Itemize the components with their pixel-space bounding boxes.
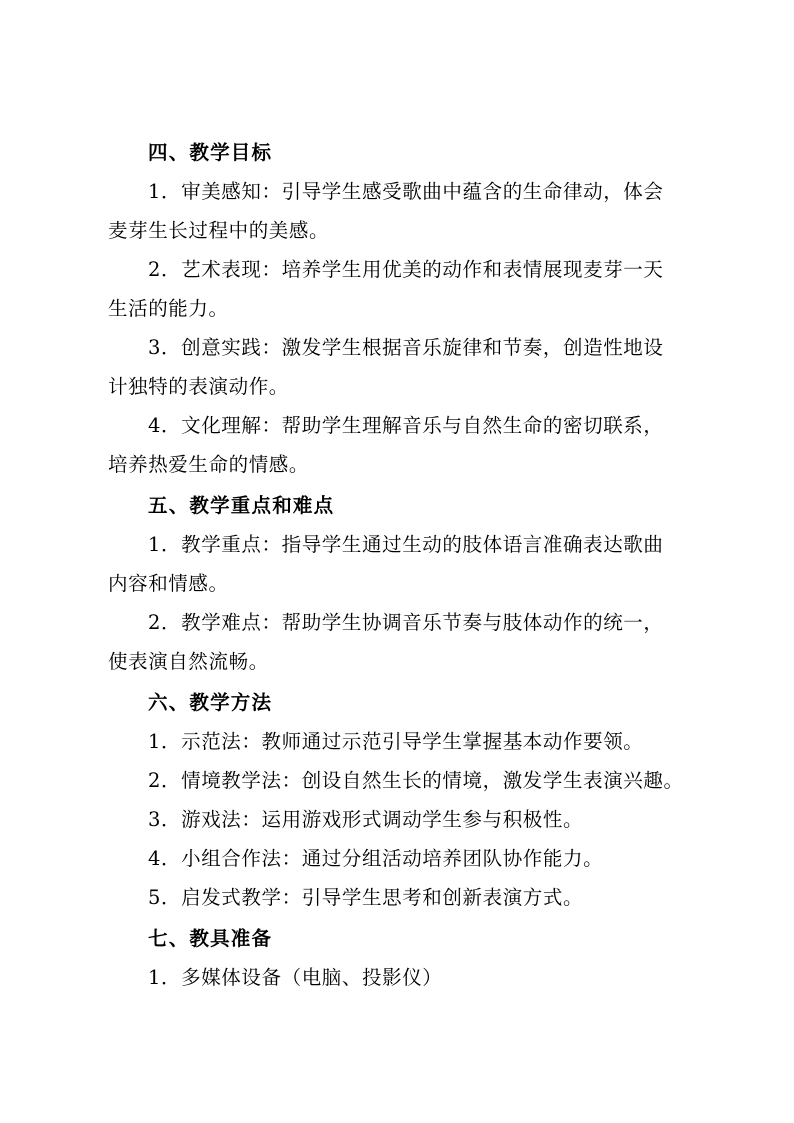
section-heading-methods: 六、教学方法 xyxy=(148,691,273,714)
section-heading-key-points: 五、教学重点和难点 xyxy=(148,494,335,517)
method-item-2: 2．情境教学法：创设自然生长的情境，激发学生表演兴趣。 xyxy=(148,769,684,792)
objective-item-2-line-1: 2．艺术表现：培养学生用优美的动作和表情展现麦芽一天 xyxy=(148,258,664,281)
key-point-item-2-line-2: 使表演自然流畅。 xyxy=(108,650,269,673)
objective-item-2-line-2: 生活的能力。 xyxy=(108,297,229,320)
objective-item-3-line-1: 3．创意实践：激发学生根据音乐旋律和节奏，创造性地设 xyxy=(148,336,664,359)
objective-item-4-line-1: 4．文化理解：帮助学生理解音乐与自然生命的密切联系， xyxy=(148,414,664,437)
material-item-1: 1．多媒体设备（电脑、投影仪） xyxy=(148,966,443,989)
section-heading-objectives: 四、教学目标 xyxy=(148,141,273,164)
key-point-item-2-line-1: 2．教学难点：帮助学生协调音乐节奏与肢体动作的统一， xyxy=(148,611,664,634)
objective-item-1-line-2: 麦芽生长过程中的美感。 xyxy=(108,219,330,242)
method-item-5: 5．启发式教学：引导学生思考和创新表演方式。 xyxy=(148,886,584,909)
objective-item-1-line-1: 1．审美感知：引导学生感受歌曲中蕴含的生命律动，体会 xyxy=(148,180,664,203)
key-point-item-1-line-1: 1．教学重点：指导学生通过生动的肢体语言准确表达歌曲 xyxy=(148,533,664,556)
method-item-3: 3．游戏法：运用游戏形式调动学生参与积极性。 xyxy=(148,808,584,831)
objective-item-3-line-2: 计独特的表演动作。 xyxy=(108,375,289,398)
method-item-4: 4．小组合作法：通过分组活动培养团队协作能力。 xyxy=(148,847,604,870)
objective-item-4-line-2: 培养热爱生命的情感。 xyxy=(108,453,310,476)
method-item-1: 1．示范法：教师通过示范引导学生掌握基本动作要领。 xyxy=(148,730,644,753)
section-heading-materials: 七、教具准备 xyxy=(148,927,273,950)
key-point-item-1-line-2: 内容和情感。 xyxy=(108,572,229,595)
